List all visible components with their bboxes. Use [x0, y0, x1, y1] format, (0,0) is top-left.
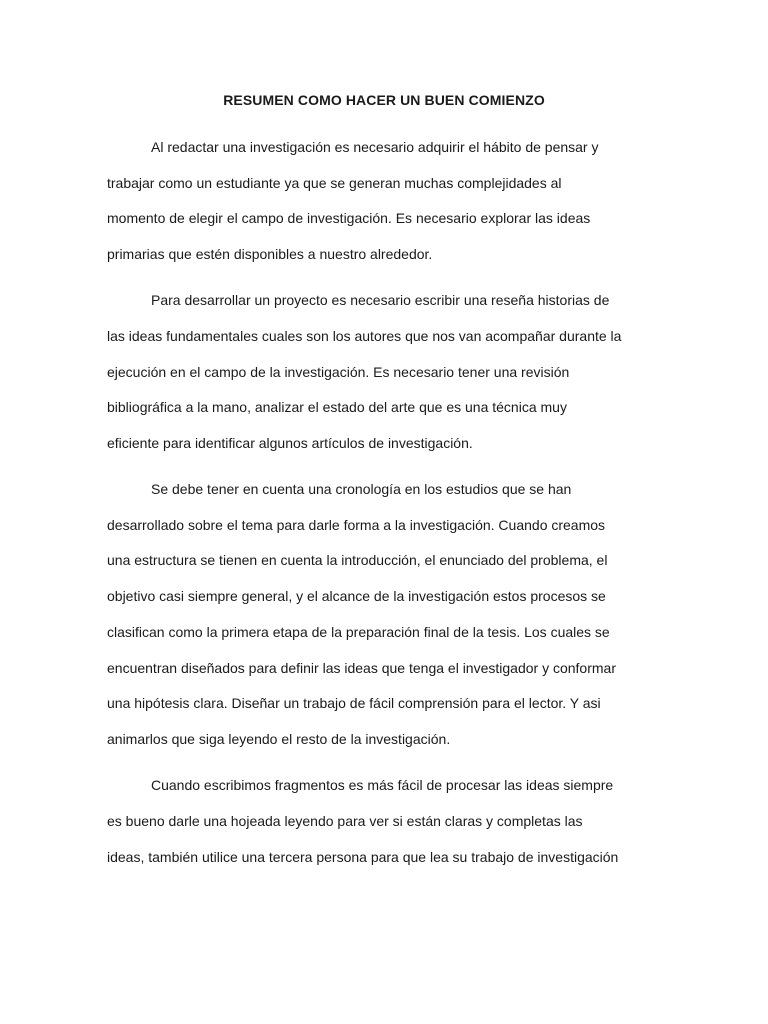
paragraph-1-line-2: trabajar como un estudiante ya que se generan muchas complejidades al — [107, 175, 562, 191]
paragraph-3-line-2: desarrollado sobre el tema para darle forma a la investigación. Cuando creamos — [107, 517, 606, 533]
paragraph-2-line-4: bibliográfica a la mano, analizar el estado del arte que es una técnica muy — [107, 399, 567, 415]
paragraph-1-line-4: primarias que estén disponibles a nuestro alrededor. — [107, 246, 433, 262]
paragraph-2-line-3: ejecución en el campo de la investigación. Es necesario tener una revisión — [107, 364, 570, 380]
paragraph-3-line-6: encuentran diseñados para definir las ideas que tenga el investigador y conformar — [107, 660, 616, 676]
paragraph-1-line-3: momento de elegir el campo de investigación. Es necesario explorar las ideas — [107, 210, 591, 226]
paragraph-2-line-5: eficiente para identificar algunos artículos de investigación. — [107, 435, 473, 451]
paragraph-4-line-1: Cuando escribimos fragmentos es más fácil de procesar las ideas siempre — [151, 777, 614, 793]
document-title: RESUMEN COMO HACER UN BUEN COMIENZO — [223, 92, 545, 108]
paragraph-3-line-8: animarlos que siga leyendo el resto de la investigación. — [107, 731, 451, 747]
paragraph-1-line-1: Al redactar una investigación es necesario adquirir el hábito de pensar y — [151, 139, 599, 155]
paragraph-3-line-4: objetivo casi siempre general, y el alcance de la investigación estos procesos se — [107, 588, 606, 604]
paragraph-2-line-2: las ideas fundamentales cuales son los autores que nos van acompañar durante la — [107, 328, 622, 344]
paragraph-2-line-1: Para desarrollar un proyecto es necesario escribir una reseña historias de — [151, 292, 610, 308]
paragraph-3-line-3: una estructura se tienen en cuenta la introducción, el enunciado del problema, el — [107, 552, 608, 568]
paragraph-3-line-7: una hipótesis clara. Diseñar un trabajo de fácil comprensión para el lector. Y asi — [107, 695, 601, 711]
paragraph-4-line-2: es bueno darle una hojeada leyendo para ver si están claras y completas las — [107, 813, 583, 829]
paragraph-3-line-1: Se debe tener en cuenta una cronología en los estudios que se han — [151, 481, 572, 497]
paragraph-4-line-3: ideas, también utilice una tercera persona para que lea su trabajo de investigación — [107, 849, 619, 865]
paragraph-3-line-5: clasifican como la primera etapa de la preparación final de la tesis. Los cuales se — [107, 624, 610, 640]
